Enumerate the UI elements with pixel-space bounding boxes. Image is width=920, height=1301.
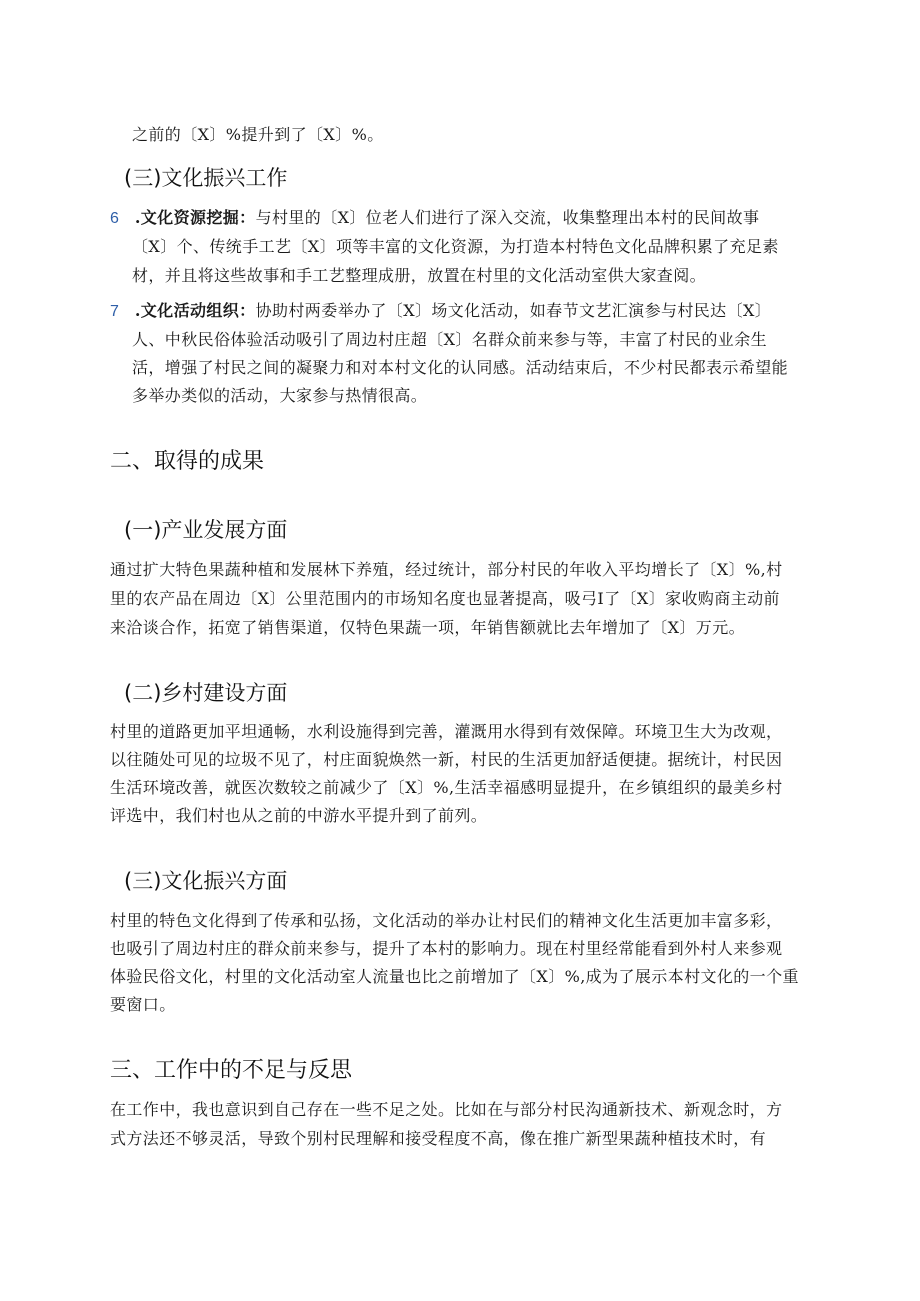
results-heading: 二、取得的成果 [110, 449, 265, 474]
list-item-title: .文化资源挖掘： [134, 208, 256, 227]
paragraph-line: 评选中，我们村也从之前的中游水平提升到了前列。 [110, 806, 488, 825]
shortcomings-heading: 三、工作中的不足与反思 [110, 1058, 353, 1083]
list-item-6 [110, 203, 759, 234]
industry-heading: (一)产业发展方面 [124, 518, 288, 542]
paragraph-line: 以往随处可见的垃圾不见了，村庄面貌焕然一新，村民的生活更加舒适便捷。据统计，村民因 [110, 750, 783, 769]
paragraph-line: 在工作中，我也意识到自己存在一些不足之处。比如在与部分村民沟通新技术、新观念时，方 [110, 1100, 783, 1119]
list-item-text: 与村里的〔X〕位老人们进行了深入交流，收集整理出本村的民间故事 [255, 208, 760, 227]
culture-results-heading: (三)文化振兴方面 [124, 869, 288, 893]
culture-work-heading: (三)文化振兴工作 [124, 166, 288, 190]
list-item-text: 活，增强了村民之间的凝聚力和对本村文化的认同感。活动结束后，不少村民都表示希望能 [132, 358, 789, 377]
paragraph-line: 生活环境改善，就医次数较之前减少了〔X〕%,生活幸福感明显提升，在乡镇组织的最美乡村 [110, 778, 783, 797]
paragraph-line: 体验民俗文化，村里的文化活动室人流量也比之前增加了〔X〕%,成为了展示本村文化的一个重 [110, 967, 799, 986]
list-item-text: 〔X〕个、传统手工艺〔X〕项等丰富的文化资源，为打造本村特色文化品牌积累了充足素 [132, 237, 779, 256]
list-item-7 [110, 296, 771, 327]
list-item-text: 多举办类似的活动，大家参与热情很高。 [132, 386, 428, 405]
paragraph-line: 来洽谈合作，拓宽了销售渠道，仅特色果蔬一项，年销售额就比去年增加了〔X〕万元。 [110, 618, 745, 637]
list-item-text: 协助村两委举办了〔X〕场文化活动，如春节文艺汇演参与村民达〔X〕 [255, 301, 772, 320]
list-number: 7 [110, 303, 120, 320]
list-item-text: 人、中秋民俗体验活动吸引了周边村庄超〔X〕名群众前来参与等，丰富了村民的业余生 [132, 330, 767, 349]
paragraph-line: 村里的特色文化得到了传承和弘扬，文化活动的举办让村民们的精神文化生活更加丰富多彩， [110, 911, 783, 930]
paragraph-line: 式方法还不够灵活，导致个别村民理解和接受程度不高，像在推广新型果蔬种植技术时，有 [110, 1129, 767, 1148]
paragraph-line: 通过扩大特色果蔬种植和发展林下养殖，经过统计，部分村民的年收入平均增长了〔X〕%,村 [110, 560, 783, 579]
list-item-title: .文化活动组织： [134, 301, 256, 320]
construction-heading: (二)乡村建设方面 [124, 681, 288, 705]
continuation-line: 之前的〔X〕%提升到了〔X〕%。 [132, 125, 384, 144]
list-number: 6 [110, 210, 120, 227]
list-item-text: 材，并且将这些故事和手工艺整理成册，放置在村里的文化活动室供大家查阅。 [132, 266, 707, 285]
paragraph-line: 要窗口。 [110, 995, 176, 1014]
paragraph-line: 也吸引了周边村庄的群众前来参与，提升了本村的影响力。现在村里经常能看到外村人来参观 [110, 939, 783, 958]
paragraph-line: 村里的道路更加平坦通畅，水利设施得到完善，灌溉用水得到有效保障。环境卫生大为改观， [110, 722, 783, 741]
paragraph-line: 里的农产品在周边〔X〕公里范围内的市场知名度也显著提高，吸弓I了〔X〕家收购商主动前 [110, 589, 780, 608]
